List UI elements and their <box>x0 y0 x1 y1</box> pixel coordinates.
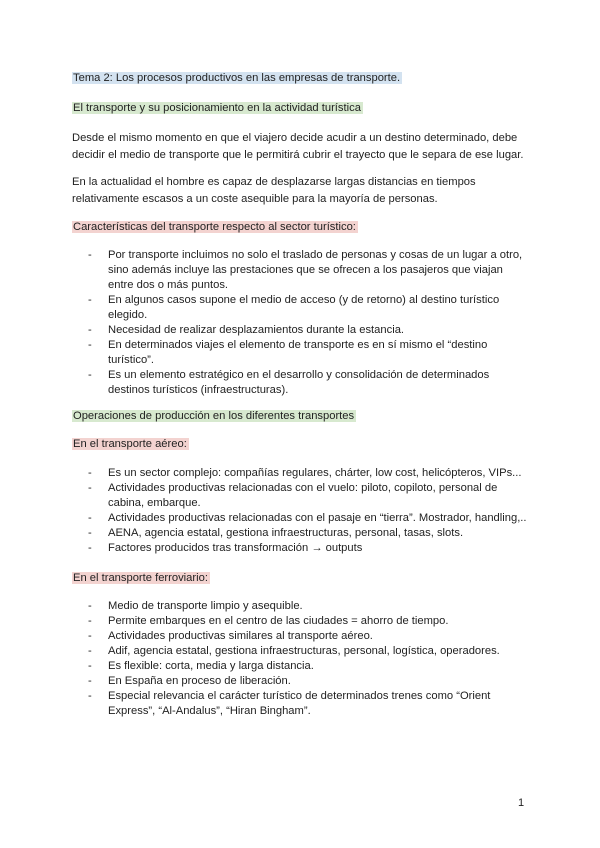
text-line: - En algunos casos supone el medio de acceso (y de retorno) al destino turístico <box>108 294 500 306</box>
list-item <box>88 614 548 629</box>
list-item <box>88 248 548 293</box>
intro-paragraph-2 <box>72 174 476 208</box>
document-title: Tema 2: Los procesos productivos en las empresas de transporte. <box>73 72 401 84</box>
text-line: destinos turísticos (infraestructuras). <box>108 384 289 396</box>
text-line: relativamente escasos a un coste asequible para la mayoría de personas. <box>72 193 438 205</box>
text-line: - Actividades productivas relacionadas con el pasaje en “tierra”. Mostrador, handling,.. <box>108 512 527 524</box>
text-line: - En España en proceso de liberación. <box>108 675 291 687</box>
list-item <box>88 481 548 511</box>
text-line: - Medio de transporte limpio y asequible. <box>108 600 303 612</box>
list-item <box>88 644 548 659</box>
list-item <box>88 511 548 526</box>
list-item <box>88 323 548 338</box>
list-item <box>88 338 548 368</box>
page-number: 1 <box>518 797 525 809</box>
text-line: - Factores producidos tras transformación → outputs <box>108 542 363 554</box>
text-line: sino además incluye las prestaciones que se ofrecen a los pasajeros que viajan <box>108 264 503 276</box>
text-line: decidir el medio de transporte que le permitirá cubrir el trayecto que le separa de ese lugar. <box>72 149 524 161</box>
text-line: turístico”. <box>108 354 155 366</box>
characteristics-list <box>88 248 548 398</box>
text-line: - Especial relevancia el carácter turístico de determinados trenes como “Orient <box>108 690 491 702</box>
text-line: - En determinados viajes el elemento de transporte es en sí mismo el “destino <box>108 339 488 351</box>
text-line: - Actividades productivas similares al transporte aéreo. <box>108 630 373 642</box>
text-line: - Es flexible: corta, media y larga distancia. <box>108 660 314 672</box>
list-item <box>88 689 548 719</box>
text-line: - Necesidad de realizar desplazamientos durante la estancia. <box>108 324 405 336</box>
text-line: entre dos o más puntos. <box>108 279 229 291</box>
list-item <box>88 293 548 323</box>
text-line: - Es un elemento estratégico en el desarrollo y consolidación de determinados <box>108 369 490 381</box>
text-line: - Adif, agencia estatal, gestiona infraestructuras, personal, logística, operadores. <box>108 645 500 657</box>
list-item <box>88 541 548 556</box>
list-item <box>88 659 548 674</box>
list-item <box>88 629 548 644</box>
section-heading-rail: En el transporte ferroviario: <box>73 572 208 584</box>
list-item <box>88 674 548 689</box>
text-line: elegido. <box>108 309 148 321</box>
text-line: - Permite embarques en el centro de las ciudades = ahorro de tiempo. <box>108 615 449 627</box>
text-line: - Es un sector complejo: compañías regulares, chárter, low cost, helicópteros, VIPs... <box>108 467 522 479</box>
rail-transport-list <box>88 599 548 719</box>
air-transport-list <box>88 466 548 556</box>
intro-paragraph-1 <box>72 130 523 164</box>
section-heading-operations: Operaciones de producción en los diferentes transportes <box>73 410 355 422</box>
text-line: En la actualidad el hombre es capaz de desplazarse largas distancias en tiempos <box>72 176 476 188</box>
section-heading-characteristics: Características del transporte respecto al sector turístico: <box>73 221 356 233</box>
text-line: cabina, embarque. <box>108 497 201 509</box>
text-line: - AENA, agencia estatal, gestiona infraestructuras, personal, tasas, slots. <box>108 527 464 539</box>
section-heading-transport: El transporte y su posicionamiento en la actividad turística <box>73 102 361 114</box>
list-item <box>88 368 548 398</box>
text-line: Desde el mismo momento en que el viajero decide acudir a un destino determinado, debe <box>72 132 518 144</box>
text-line: - Actividades productivas relacionadas con el vuelo: piloto, copiloto, personal de <box>108 482 498 494</box>
text-line: Express”, “Al-Andalus”, “Hiran Bingham”. <box>108 705 311 717</box>
list-item <box>88 466 548 481</box>
list-item <box>88 526 548 541</box>
section-heading-air: En el transporte aéreo: <box>73 438 187 450</box>
list-item <box>88 599 548 614</box>
text-line: - Por transporte incluimos no solo el traslado de personas y cosas de un lugar a otro, <box>108 249 523 261</box>
